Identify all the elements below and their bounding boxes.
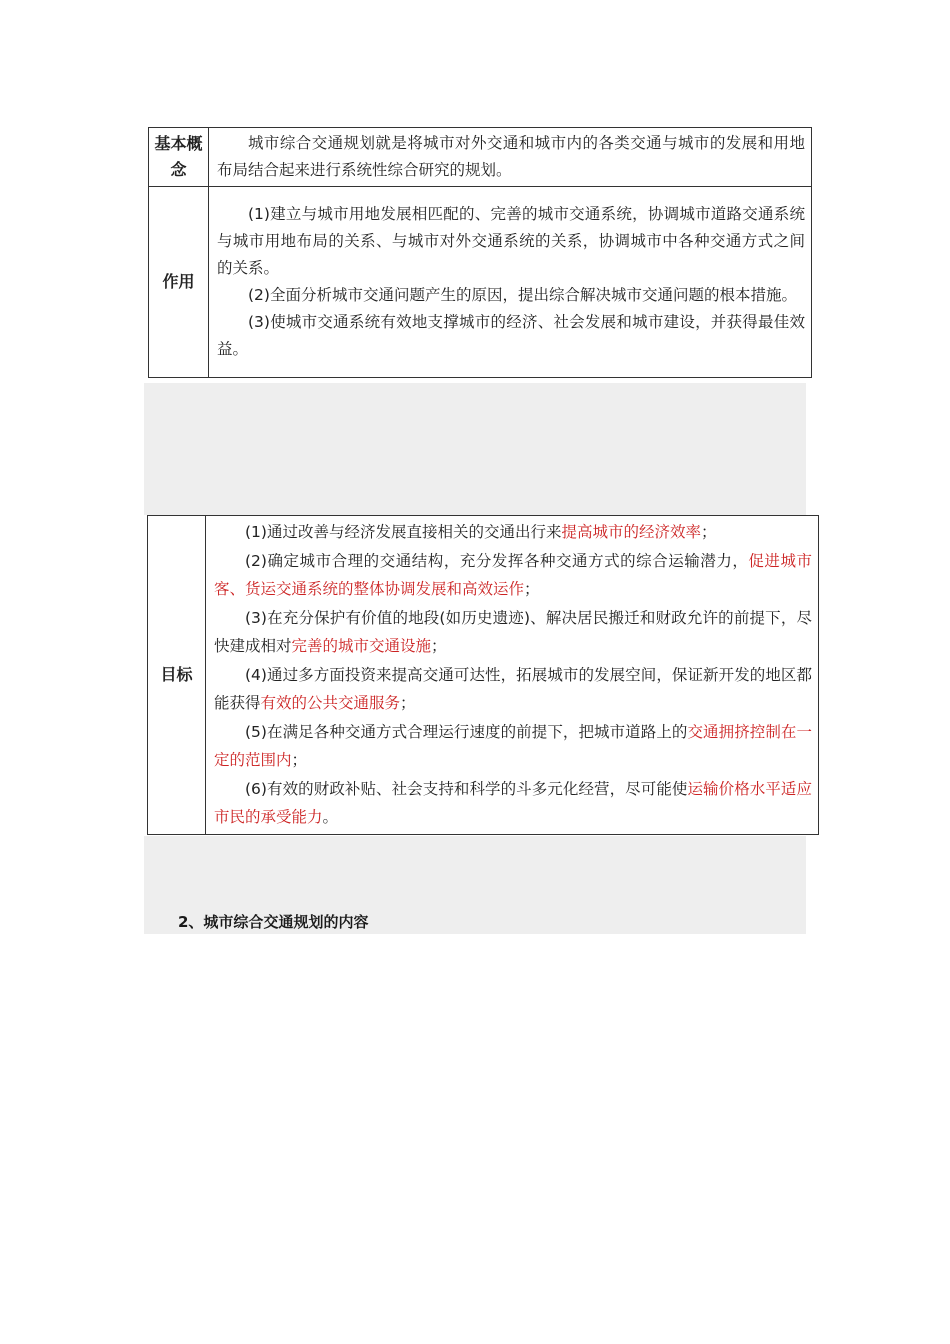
goal-text: (6)有效的财政补贴、社会支持和科学的斗多元化经营，尽可能使 bbox=[245, 779, 688, 798]
table-row-concept bbox=[149, 128, 812, 187]
goal-item bbox=[214, 775, 812, 832]
goal-highlight: 提高城市的经济效率 bbox=[561, 523, 701, 541]
goal-punct: 。 bbox=[322, 808, 339, 826]
goal-punct: ； bbox=[291, 751, 308, 769]
gray-band-top bbox=[144, 383, 806, 515]
goal-punct: ； bbox=[524, 580, 540, 598]
goal-item bbox=[214, 547, 812, 604]
goal-text: (3)在充分保护有价值的地段(如历史遗迹)、解决居民搬迁和财政允许的前提下，尽快建成相对 bbox=[214, 608, 812, 655]
goal-item bbox=[214, 518, 812, 547]
table-row-goal bbox=[148, 516, 819, 835]
row-label-role: 作用 bbox=[149, 187, 209, 378]
goal-punct: ； bbox=[431, 637, 447, 655]
row-body-goal bbox=[206, 516, 819, 835]
goal-table bbox=[147, 515, 819, 835]
goal-text: (5)在满足各种交通方式合理运行速度的前提下，把城市道路上的 bbox=[245, 722, 688, 741]
paragraph: (3)使城市交通系统有效地支撑城市的经济、社会发展和城市建设，并获得最佳效益。 bbox=[217, 313, 805, 358]
goal-highlight: 促进城市客、货运交通系统的整体协调发展和高效运作 bbox=[214, 551, 812, 598]
goal-text: (1)通过改善与经济发展直接相关的交通出行来 bbox=[245, 523, 562, 541]
table-row-role bbox=[149, 187, 812, 378]
row-body-role bbox=[209, 187, 812, 378]
goal-highlight: 有效的公共交通服务 bbox=[260, 694, 401, 712]
goal-text: (2)确定城市合理的交通结构，充分发挥各种交通方式的综合运输潜力， bbox=[245, 551, 749, 570]
goal-highlight: 运输价格水平适应市民的承受能力 bbox=[214, 779, 812, 826]
row-body-concept bbox=[209, 128, 812, 187]
goal-text: (4)通过多方面投资来提高交通可达性，拓展城市的发展空间，保证新开发的地区都能获得 bbox=[214, 665, 812, 712]
goal-highlight: 完善的城市交通设施 bbox=[291, 637, 432, 655]
goal-punct: ； bbox=[700, 523, 717, 541]
goal-item bbox=[214, 718, 812, 775]
goal-item bbox=[214, 604, 812, 661]
concept-table bbox=[148, 127, 812, 378]
section-heading: 2、城市综合交通规划的内容 bbox=[178, 913, 369, 931]
goal-punct: ； bbox=[400, 694, 416, 712]
row-label-concept: 基本概念 bbox=[149, 128, 209, 187]
goal-highlight: 交通拥挤控制在一定的范围内 bbox=[214, 722, 812, 769]
paragraph: (2)全面分析城市交通问题产生的原因，提出综合解决城市交通问题的根本措施。 bbox=[248, 286, 797, 304]
goal-item bbox=[214, 661, 812, 718]
row-label-goal: 目标 bbox=[148, 516, 206, 835]
paragraph: (1)建立与城市用地发展相匹配的、完善的城市交通系统，协调城市道路交通系统与城市用地布局的关系、与城市对外交通系统的关系，协调城市中各种交通方式之间的关系。 bbox=[217, 205, 805, 277]
paragraph: 城市综合交通规划就是将城市对外交通和城市内的各类交通与城市的发展和用地布局结合起来进行系统性综合研究的规划。 bbox=[217, 134, 805, 179]
